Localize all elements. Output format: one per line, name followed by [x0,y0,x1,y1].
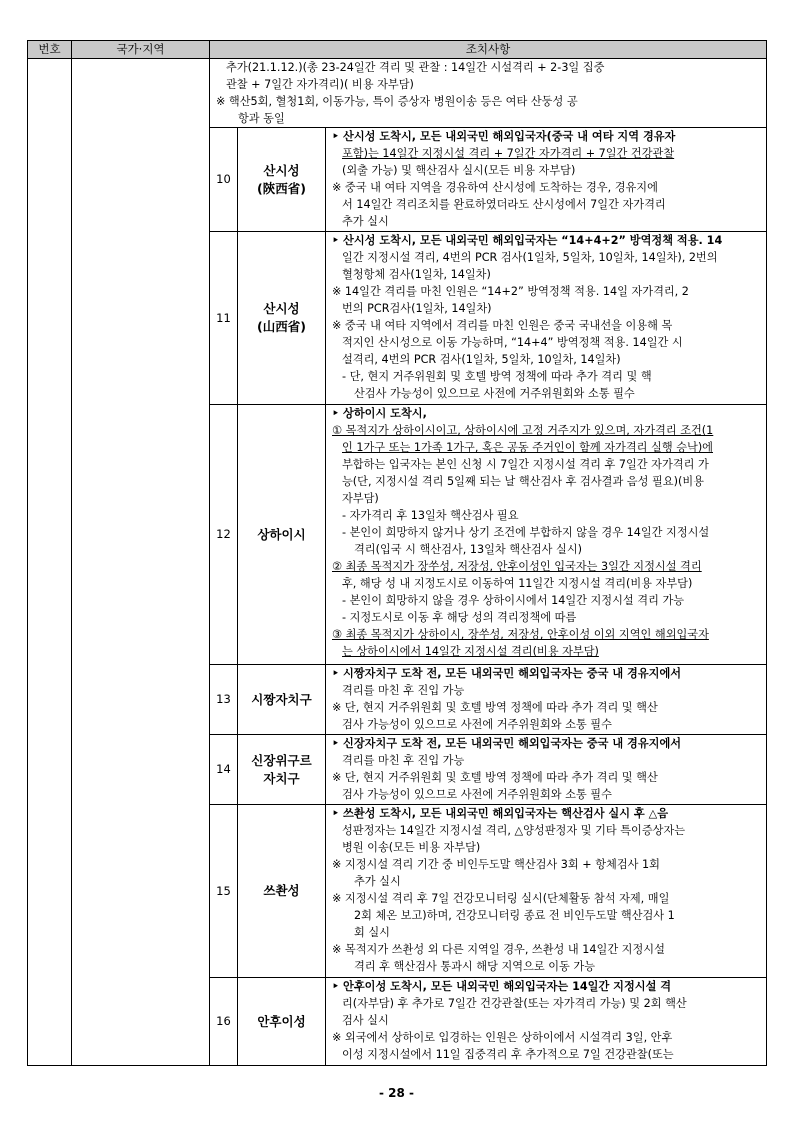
row-number: 14 [210,735,238,805]
row-content [326,805,767,978]
text-line: - 본인이 희망하지 않을 경우 상하이시에서 14일간 지정시설 격리 가능 [342,594,685,607]
text-line: ② 최종 목적지가 장쑤성, 저장성, 안후이성인 입국자는 3일간 지정시설 격리 [332,560,702,573]
text-line: ※ 중국 내 여타 지역에서 격리를 마친 인원은 중국 국내선을 이용해 목 [332,319,673,332]
text-line: 2회 체온 보고)하며, 건강모니터링 종료 전 비인두도말 핵산검사 1 [354,909,675,922]
text-line: 격리 후 핵산검사 통과시 해당 지역으로 이동 가능 [354,960,596,973]
text-line: 병원 이송(모든 비용 자부담) [342,841,481,854]
text-line: 서 14일간 격리조치를 완료하였더라도 산시성에서 7일간 자가격리 [342,198,666,211]
region-name [238,805,326,978]
region-name-line: 시짱자치구 [251,691,312,707]
text-line: 번의 PCR검사(1일차, 14일차) [342,302,492,315]
header-measures: 조치사항 [210,41,767,59]
text-line: ‣ 신장자치구 도착 전, 모든 내외국민 해외입국자는 중국 내 경유지에서 [332,737,682,750]
text-line: - 단, 현지 거주위원회 및 호텔 방역 정책에 따라 추가 격리 및 핵 [342,370,652,383]
text-line: - 지정도시로 이동 후 해당 성의 격리정책에 따름 [342,611,577,624]
text-line: ※ 핵산5회, 혈청1회, 이동가능, 특이 증상자 병원이송 등은 여타 산둥성 공 [216,95,578,108]
header-region: 국가·지역 [72,41,210,59]
region-cell-blank [72,59,210,1066]
no-cell-blank [28,59,72,1066]
text-line: 부합하는 입국자는 본인 신청 시 7일간 지정시설 격리 후 7일간 자가격리 가 [342,458,709,471]
text-line: 후, 해당 성 내 지정도시로 이동하여 11일간 지정시설 격리(비용 자부담) [342,577,693,590]
continuation-row [28,59,767,128]
text-line: ※ 외국에서 상하이로 입경하는 인원은 상하이에서 시설격리 3일, 안후 [332,1031,673,1044]
row-content [326,735,767,805]
row-number: 15 [210,805,238,978]
text-line: ※ 단, 현지 거주위원회 및 호텔 방역 정책에 따라 추가 격리 및 핵산 [332,771,658,784]
row-content [326,232,767,405]
text-line: ‣ 산시성 도착시, 모든 내외국민 해외입국자는 “14+4+2” 방역정책 적용. 14 [332,234,723,247]
text-line: ① 목적지가 상하이시이고, 상하이시에 고정 거주지가 있으며, 자가격리 조건(1 [332,424,714,437]
region-name [238,735,326,805]
text-line: 회 실시 [354,926,390,939]
text-line: 자부담) [342,492,379,505]
continuation-content [210,59,767,128]
text-line: 검사 가능성이 있으므로 사전에 거주위원회와 소통 필수 [342,788,612,801]
text-line: 추가 실시 [354,875,401,888]
row-content [326,128,767,232]
text-line: 격리(입국 시 핵산검사, 13일차 핵산검사 실시) [354,543,583,556]
region-name-line: 안후이성 [257,1013,306,1029]
row-number: 11 [210,232,238,405]
text-line: ※ 목적지가 쓰촨성 외 다른 지역일 경우, 쓰촨성 내 14일간 지정시설 [332,943,665,956]
region-name-line: 쓰촨성 [263,883,300,898]
row-content [326,405,767,665]
text-line: 성판정자는 14일간 지정시설 격리, △양성판정자 및 기타 특이증상자는 [342,824,686,837]
row-content [326,665,767,735]
header-row [28,41,767,59]
header-no: 번호 [28,41,72,59]
text-line: 관찰 + 7일간 자가격리)( 비용 자부담) [226,78,414,91]
region-name [238,405,326,665]
region-name-line: (山西省) [257,319,306,334]
text-line: 는 상하이시에서 14일간 지정시설 격리(비용 자부담) [342,645,599,658]
text-line: ③ 최종 목적지가 상하이시, 장쑤성, 저장성, 안후이성 이외 지역인 해외입국자 [332,628,709,641]
text-line: ‣ 상하이시 도착시, [332,407,427,420]
text-line: 이성 지정시설에서 11일 집중격리 후 추가적으로 7일 건강관찰(또는 [342,1048,674,1061]
row-number: 13 [210,665,238,735]
text-line: ‣ 산시성 도착시, 모든 내외국민 해외입국자(중국 내 여타 지역 경유자 [332,130,676,143]
text-line: ‣ 쓰촨성 도착시, 모든 내외국민 해외입국자는 핵산검사 실시 후 △음 [332,807,669,820]
row-content [326,978,767,1066]
text-line: ※ 지정시설 격리 기간 중 비인두도말 핵산검사 3회 + 항체검사 1회 [332,858,660,871]
text-line: 검사 실시 [342,1014,389,1027]
row-number: 10 [210,128,238,232]
text-line: ※ 14일간 격리를 마친 인원은 “14+2” 방역정책 적용. 14일 자가격리, 2 [332,285,689,298]
region-name-line: 산시성 [263,162,300,178]
text-line: ※ 단, 현지 거주위원회 및 호텔 방역 정책에 따라 추가 격리 및 핵산 [332,701,658,714]
text-line: - 자가격리 후 13일차 핵산검사 필요 [342,509,519,522]
region-name-line: 상하이시 [257,526,306,542]
text-line: 추가 실시 [342,215,389,228]
region-name-line: 자치구 [263,770,300,786]
text-line: 추가(21.1.12.)(총 23-24일간 격리 및 관찰 : 14일간 시설격리 + 2-3일 집중 [226,61,605,74]
text-line: 일간 지정시설 격리, 4번의 PCR 검사(1일차, 5일차, 10일차, 14일차), 2번의 [342,251,718,264]
region-name [238,128,326,232]
row-number: 12 [210,405,238,665]
text-line: 혈청항체 검사(1일차, 14일차) [342,268,491,281]
text-line: 격리를 마친 후 진입 가능 [342,684,465,697]
text-line: 포함)는 14일간 지정시설 격리 + 7일간 자가격리 + 7일간 건강관찰 [342,147,675,160]
region-name-line: 산시성 [263,301,300,316]
page-number: - 28 - [378,1086,414,1100]
text-line: (외출 가능) 및 핵산검사 실시(모든 비용 자부담) [342,164,576,177]
text-line: 능(단, 지정시설 격리 5일째 되는 날 핵산검사 후 검사결과 음성 필요)(비용 [342,475,704,488]
text-line: ‣ 안후이성 도착시, 모든 내외국민 해외입국자는 14일간 지정시설 격 [332,980,672,993]
region-name [238,665,326,735]
text-line: 리(자부담) 후 추가로 7일간 건강관찰(또는 자가격리 가능) 및 2회 핵산 [342,997,687,1010]
text-line: 설격리, 4번의 PCR 검사(1일차, 5일차, 10일차, 14일차) [342,353,621,366]
region-name-line: (陝西省) [257,180,306,196]
text-line: ※ 중국 내 여타 지역을 경유하여 산시성에 도착하는 경우, 경유지에 [332,181,658,194]
row-number: 16 [210,978,238,1066]
text-line: 격리를 마친 후 진입 가능 [342,754,465,767]
text-line: 산검사 가능성이 있으므로 사전에 거주위원회와 소통 필수 [354,387,635,400]
measures-table [27,40,767,1066]
region-name [238,232,326,405]
text-line: ※ 지정시설 격리 후 7일 건강모니터링 실시(단체활동 참석 자제, 매일 [332,892,670,905]
text-line: 검사 가능성이 있으므로 사전에 거주위원회와 소통 필수 [342,718,612,731]
text-line: 인 1가구 또는 1가족 1가구, 혹은 공동 주거인이 함께 자가격리 실행 승낙)에 [342,441,713,454]
text-line: ‣ 시짱자치구 도착 전, 모든 내외국민 해외입국자는 중국 내 경유지에서 [332,667,682,680]
text-line: - 본인이 희망하지 않거나 상기 조건에 부합하지 않을 경우 14일간 지정시설 [342,526,710,539]
region-name [238,978,326,1066]
region-name-line: 신장위구르 [251,752,312,768]
text-line: 항과 동일 [238,112,285,125]
text-line: 적지인 산시성으로 이동 가능하며, “14+4” 방역정책 적용. 14일간 시 [342,336,683,349]
